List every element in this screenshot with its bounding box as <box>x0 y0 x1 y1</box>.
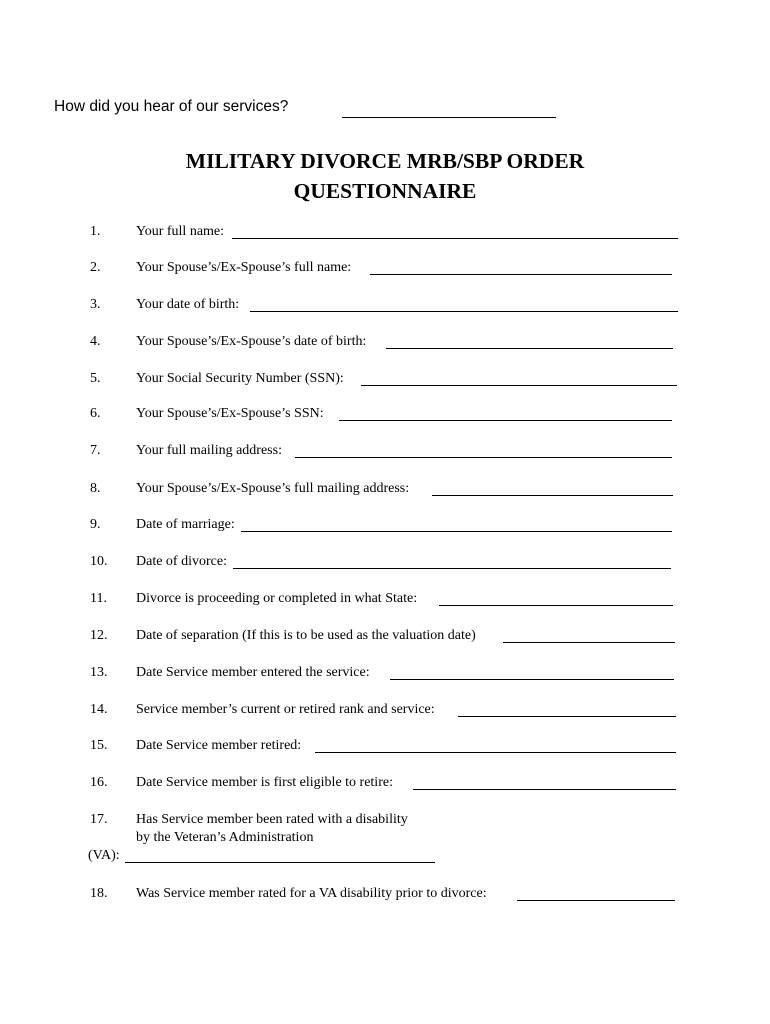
question-number: 10. <box>90 554 108 569</box>
question-1 <box>0 224 770 246</box>
question-15 <box>0 738 770 760</box>
question-label: Your full mailing address: <box>136 443 282 458</box>
question-14 <box>0 702 770 724</box>
question-label: Your Spouse’s/Ex-Spouse’s full mailing address: <box>136 481 410 496</box>
question-number: 15. <box>90 738 108 753</box>
question-5 <box>0 371 770 393</box>
question-label: Your Spouse’s/Ex-Spouse’s full name: <box>136 260 352 275</box>
question-label: Date of marriage: <box>136 517 235 532</box>
question-number: 8. <box>90 481 101 496</box>
answer-line-5[interactable] <box>361 385 677 386</box>
question-10 <box>0 554 770 576</box>
question-number: 9. <box>90 517 101 532</box>
question-number: 7. <box>90 443 101 458</box>
question-2 <box>0 260 770 282</box>
question-12 <box>0 628 770 650</box>
question-label: Your Spouse’s/Ex-Spouse’s date of birth: <box>136 334 367 349</box>
answer-line-12[interactable] <box>503 642 675 643</box>
answer-line-11[interactable] <box>439 605 673 606</box>
question-4 <box>0 334 770 356</box>
question-label: Your date of birth: <box>136 297 240 312</box>
question-3 <box>0 297 770 319</box>
question-18 <box>0 886 770 908</box>
answer-line-17[interactable] <box>125 862 435 863</box>
question-9 <box>0 517 770 539</box>
question-number: 2. <box>90 260 101 275</box>
question-label: Was Service member rated for a VA disability prior to divorce: <box>136 886 487 901</box>
question-label: Service member’s current or retired rank and service: <box>136 702 435 717</box>
question-17 <box>0 812 770 866</box>
answer-line-16[interactable] <box>413 789 676 790</box>
title-line-2: QUESTIONNAIRE <box>293 179 477 203</box>
referral-question: How did you hear of our services? <box>54 98 289 115</box>
question-label: Date Service member entered the service: <box>136 665 370 680</box>
question-number: 18. <box>90 886 108 901</box>
answer-line-1[interactable] <box>232 238 678 239</box>
question-11 <box>0 591 770 613</box>
page-title <box>0 146 770 206</box>
answer-line-7[interactable] <box>295 457 672 458</box>
question-label: Has Service member been rated with a disability <box>136 812 408 827</box>
answer-line-3[interactable] <box>250 311 678 312</box>
question-number: 4. <box>90 334 101 349</box>
question-label: Your Spouse’s/Ex-Spouse’s SSN: <box>136 406 324 421</box>
question-label: Your Social Security Number (SSN): <box>136 371 344 386</box>
answer-line-10[interactable] <box>233 568 671 569</box>
question-label: Date Service member is first eligible to retire: <box>136 775 393 790</box>
question-number: 6. <box>90 406 101 421</box>
answer-line-8[interactable] <box>432 495 673 496</box>
question-6 <box>0 406 770 428</box>
question-label: Date Service member retired: <box>136 738 302 753</box>
answer-line-6[interactable] <box>339 420 672 421</box>
question-number: 16. <box>90 775 108 790</box>
title-line-1: MILITARY DIVORCE MRB/SBP ORDER <box>185 149 585 173</box>
question-number: 14. <box>90 702 108 717</box>
question-label: Date of separation (If this is to be used as the valuation date) <box>136 628 476 643</box>
question-13 <box>0 665 770 687</box>
question-label: Date of divorce: <box>136 554 227 569</box>
question-number: 3. <box>90 297 101 312</box>
question-label-line-3: (VA): <box>88 848 120 863</box>
question-number: 11. <box>90 591 107 606</box>
question-number: 5. <box>90 371 101 386</box>
question-16 <box>0 775 770 797</box>
answer-line-15[interactable] <box>315 752 676 753</box>
answer-line-9[interactable] <box>241 531 672 532</box>
answer-line-14[interactable] <box>458 716 676 717</box>
question-number: 17. <box>90 812 108 827</box>
question-label: Divorce is proceeding or completed in what State: <box>136 591 418 606</box>
question-label-line-2: by the Veteran’s Administration <box>136 830 314 845</box>
answer-line-18[interactable] <box>517 900 675 901</box>
referral-answer-line[interactable] <box>342 117 556 118</box>
question-number: 13. <box>90 665 108 680</box>
question-label: Your full name: <box>136 224 225 239</box>
answer-line-4[interactable] <box>386 348 673 349</box>
question-number: 12. <box>90 628 108 643</box>
question-8 <box>0 481 770 503</box>
question-7 <box>0 443 770 465</box>
answer-line-2[interactable] <box>370 274 672 275</box>
question-number: 1. <box>90 224 101 239</box>
answer-line-13[interactable] <box>390 679 674 680</box>
